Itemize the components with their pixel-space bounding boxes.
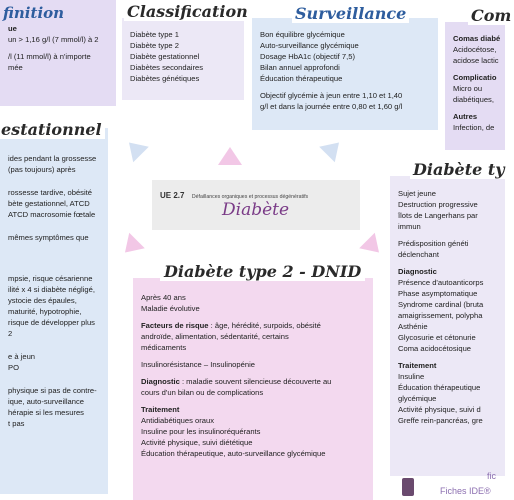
gestationnel-line: physique si pas de contre-	[8, 386, 97, 395]
complications-line: diabétiques,	[453, 95, 494, 104]
gestationnel-line: e à jeun	[8, 352, 36, 361]
type1-treatment-label: Traitement	[398, 361, 437, 370]
arrow-up-icon	[218, 147, 242, 165]
surveillance-item: Éducation thérapeutique	[260, 74, 343, 83]
type2-intro: Maladie évolutive	[141, 304, 200, 313]
gestationnel-line: ique, auto-surveillance	[8, 397, 84, 406]
complications-title: Com	[468, 6, 514, 25]
type1-treatment-line: Activité physique, suivi d	[398, 405, 481, 414]
complications-line: Micro ou	[453, 84, 483, 93]
type1-line: Destruction progressive	[398, 200, 478, 209]
type1-diagnostic-line: Syndrome cardinal (bruta	[398, 300, 484, 309]
surveillance-item: Bilan annuel approfondi	[260, 63, 340, 72]
gestationnel-line: t pas	[8, 419, 25, 428]
surveillance-objective: g/l et dans la journée entre 0,80 et 1,60 g/l	[260, 102, 403, 111]
type1-diagnostic-line: Asthénie	[398, 322, 428, 331]
complications-box	[445, 22, 505, 150]
type2-treatment-item: Antidiabétiques oraux	[141, 416, 215, 425]
classification-item: Diabète type 1	[130, 30, 179, 39]
definition-title: finition	[3, 4, 65, 22]
type1-title: Diabète ty	[410, 160, 508, 179]
logo-icon	[402, 478, 414, 496]
gestationnel-line: bète gestationnel, ATCD	[8, 199, 90, 208]
classification-item: Diabètes génétiques	[130, 74, 200, 83]
gestationnel-line: mpsie, risque césarienne	[8, 274, 93, 283]
arrow-up-right-icon	[319, 135, 347, 163]
type2-treatment-item: Activité physique, suivi diététique	[141, 438, 253, 447]
type1-line: déclenchant	[398, 250, 439, 259]
gestationnel-line: ilité x 4 si diabète négligé,	[8, 285, 95, 294]
ue-code: UE 2.7	[160, 191, 185, 200]
surveillance-title: Surveillance	[292, 4, 409, 23]
surveillance-box	[252, 18, 438, 130]
gestationnel-line: mêmes symptômes que	[8, 233, 89, 242]
gestationnel-line: PO	[8, 363, 19, 372]
definition-box	[0, 0, 116, 106]
gestationnel-line: rossesse tardive, obésité	[8, 188, 92, 197]
footer-line2: Fiches IDE®	[440, 486, 491, 496]
type2-risk-text: médicaments	[141, 343, 187, 352]
gestationnel-line: risque de développer plus	[8, 318, 95, 327]
gestationnel-line: ystocie des épaules,	[8, 296, 77, 305]
type1-box	[390, 176, 505, 476]
type2-diagnostic-label: Diagnostic	[141, 377, 180, 386]
surveillance-objective: Objectif glycémie à jeun entre 1,10 et 1,40	[260, 91, 403, 100]
surveillance-item: Bon équilibre glycémique	[260, 30, 345, 39]
footer-line1: fic	[487, 471, 496, 481]
definition-line: un > 1,16 g/l (7 mmol/l) à 2	[8, 35, 99, 44]
gestationnel-line: ides pendant la grossesse	[8, 154, 97, 163]
arrow-up-left-icon	[121, 135, 149, 163]
classification-item: Diabètes secondaires	[130, 63, 204, 72]
gestationnel-box	[0, 128, 108, 494]
gestationnel-line: maturité, hypotrophie,	[8, 307, 82, 316]
type2-treatment-item: Éducation thérapeutique, auto-surveillance glycémique	[141, 449, 326, 458]
type1-treatment-line: Éducation thérapeutique	[398, 383, 481, 392]
type2-intro: Après 40 ans	[141, 293, 186, 302]
classification-title: Classification	[124, 2, 251, 21]
classification-item: Diabète gestationnel	[130, 52, 200, 61]
gestationnel-line: 2	[8, 329, 13, 338]
type1-treatment-line: glycémique	[398, 394, 437, 403]
classification-item: Diabète type 2	[130, 41, 179, 50]
type1-line: Prédisposition généti	[398, 239, 469, 248]
type2-risk-text: : âge, hérédité, surpoids, obésité	[210, 321, 321, 330]
definition-line: /l (11 mmol/l) à n'importe	[8, 52, 91, 61]
gestationnel-line: (pas toujours) après	[8, 165, 76, 174]
gestationnel-line: ATCD macrosomie fœtale	[8, 210, 96, 219]
center-box	[152, 180, 360, 230]
type2-title: Diabète type 2 - DNID	[160, 262, 365, 281]
complications-line: acidose lactic	[453, 56, 499, 65]
gestationnel-title: estationnel	[0, 120, 105, 139]
type2-diagnostic-text: cours d'un bilan ou de complications	[141, 388, 264, 397]
type1-treatment-line: Greffe rein-pancréas, gre	[398, 416, 483, 425]
type2-risk-label: Facteurs de risque	[141, 321, 209, 330]
type1-line: îlots de Langerhans par	[398, 211, 478, 220]
type1-treatment-line: Insuline	[398, 372, 425, 381]
classification-box	[122, 18, 244, 100]
complications-heading: Comas diabé	[453, 34, 501, 43]
center-title: Diabète	[222, 200, 290, 220]
type1-line: Sujet jeune	[398, 189, 436, 198]
type2-resistance: Insulinorésistance – Insulinopénie	[141, 360, 255, 369]
type1-diagnostic-line: Phase asymptomatique	[398, 289, 478, 298]
complications-line: Infection, de	[453, 123, 495, 132]
type1-diagnostic-line: Glycosurie et cétonurie	[398, 333, 476, 342]
type1-diagnostic-line: Coma acidocétosique	[398, 344, 472, 353]
type2-risk-text: androïde, alimentation, sédentarité, certains	[141, 332, 289, 341]
complications-line: Acidocétose,	[453, 45, 497, 54]
type2-treatment-label: Traitement	[141, 405, 180, 414]
complications-heading: Autres	[453, 112, 478, 121]
type1-diagnostic-line: amaigrissement, polypha	[398, 311, 483, 320]
definition-line: mée	[8, 63, 23, 72]
type1-line: immun	[398, 222, 421, 231]
arrow-down-left-icon	[117, 233, 145, 261]
complications-heading: Complicatio	[453, 73, 497, 82]
arrow-down-right-icon	[359, 233, 387, 261]
type2-treatment-item: Insuline pour les insulinoréquérants	[141, 427, 261, 436]
definition-subtitle: ue	[8, 24, 17, 33]
ue-subtitle: Défaillances organiques et processus dégénératifs	[191, 194, 309, 200]
type1-diagnostic-line: Présence d'autoanticorps	[398, 278, 484, 287]
type2-box	[133, 278, 373, 500]
type1-diagnostic-label: Diagnostic	[398, 267, 437, 276]
type2-diagnostic-text: : maladie souvent silencieuse découverte au	[181, 377, 332, 386]
surveillance-item: Auto-surveillance glycémique	[260, 41, 359, 50]
gestationnel-line: hérapie si les mesures	[8, 408, 84, 417]
surveillance-item: Dosage HbA1c (objectif 7,5)	[260, 52, 355, 61]
